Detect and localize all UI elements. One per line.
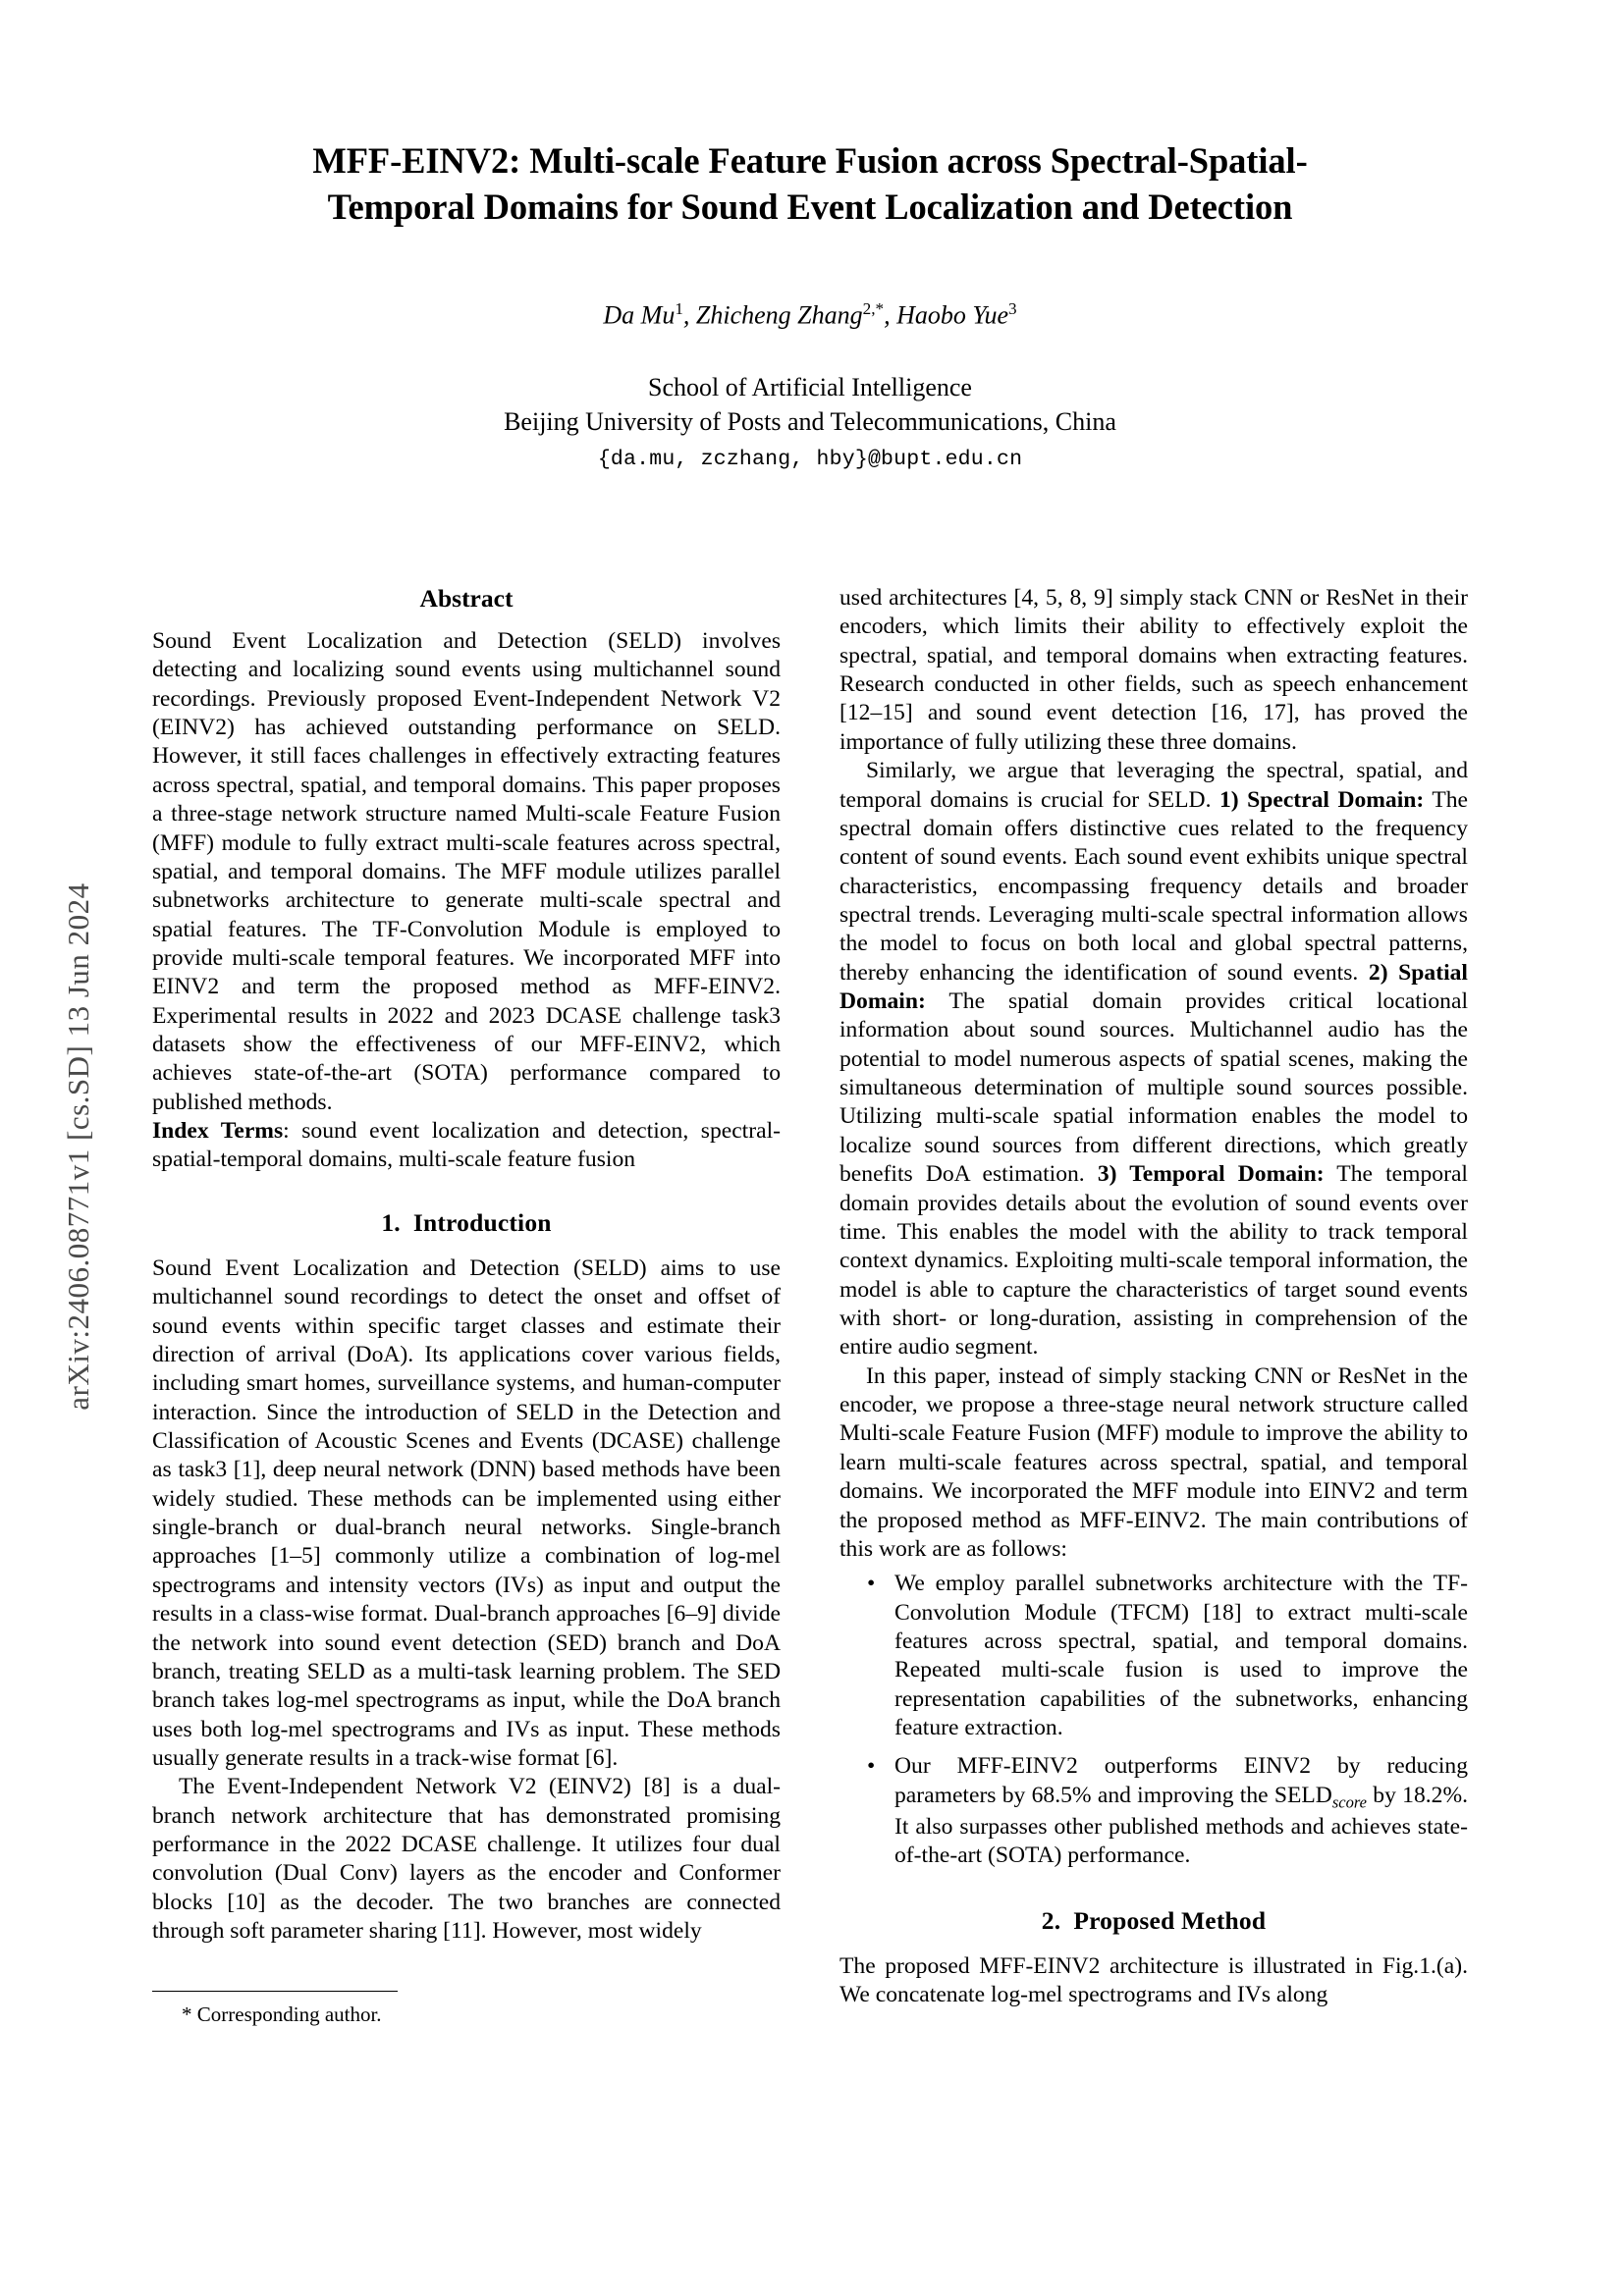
affiliation-block (152, 370, 1468, 440)
author-separator-1: , (682, 300, 696, 330)
contribution-2-pre: Our MFF-EINV2 outperforms EINV2 by reducing parameters by 68.5% and improving the SELD (894, 1753, 1468, 1808)
title-block (152, 0, 1468, 471)
author-affil-marker-3: 3 (1008, 298, 1017, 318)
abstract-heading: Abstract (419, 584, 514, 613)
author-name-2: Zhicheng Zhang (695, 300, 863, 330)
footnote-rule (152, 1991, 398, 1992)
method-paragraph-1: The proposed MFF-EINV2 architecture is illustrated in Fig.1.(a). We concatenate log-mel spectrograms and IVs along (839, 1952, 1468, 2008)
intro-paragraph-5: In this paper, instead of simply stacking CNN or ResNet in the encoder, we propose a three-stage neural network structure called Multi-scale Feature Fusion (MFF) module to improve the ability to learn multi-scale features across spectral, spatial, and temporal domains. We incorporated the MFF module into EINV2 and term the proposed method as MFF-EINV2. The main contributions of this work are as follows: (839, 1362, 1468, 1562)
footnote-block (152, 1991, 781, 2027)
temporal-domain-label: 3) Temporal Domain: (1097, 1161, 1325, 1188)
paper-page (152, 0, 1468, 2296)
contribution-2-post: by 18.2%. It also surpasses other published methods and achieves state-of-the-art (SOTA) performance. (894, 1782, 1468, 1869)
index-terms (152, 1117, 781, 1175)
abstract-text: Sound Event Localization and Detection (SELD) involves detecting and localizing sound events using multichannel sound recordings. Previously proposed Event-Independent Network V2 (EINV2) has achieved outstanding performance on SELD. However, it still faces challenges in effectively extracting features across spectral, spatial, and temporal domains. This paper proposes a three-stage network structure named Multi-scale Feature Fusion (MFF) module to fully extract multi-scale features across spectral, spatial, and temporal domains. The MFF module utilizes parallel subnetworks architecture to generate multi-scale spectral and spatial features. The TF-Convolution Module is employed to provide multi-scale temporal features. We incorporated MFF into EINV2 and term the proposed method as MFF-EINV2. Experimental results in 2022 and 2023 DCASE challenge task3 datasets show the effectiveness of our MFF-EINV2, which achieves state-of-the-art (SOTA) performance compared to published methods. (152, 628, 781, 1115)
author-affil-marker-2: 2,* (862, 298, 885, 318)
arxiv-stamp-text: arXiv:2406.08771v1 [cs.SD] 13 Jun 2024 (61, 882, 95, 1411)
author-emails: {da.mu, zczhang, hby}@bupt.edu.cn (597, 448, 1023, 472)
index-terms-text: : sound event localization and detection, spectral-spatial-temporal domains, multi-scale feature fusion (152, 1118, 781, 1173)
paper-title-line-2: Domains for Sound Event Localization and Detection (483, 187, 1293, 228)
two-column-body (152, 584, 1468, 2233)
author-list (152, 299, 1468, 331)
index-terms-label: Index Terms (152, 1118, 284, 1145)
author-name-3: Haobo Yue (896, 300, 1008, 330)
spatial-domain-text: The spatial domain provides critical locational information about sound sources. Multichannel audio has the potential to model numerous aspects of spatial scenes, making the simultaneous determination of multiple sound sources possible. Utilizing multi-scale spatial information enables the model to localize sound sources from different directions, which greatly benefits DoA estimation. (839, 988, 1468, 1188)
contributions-list (839, 1570, 1468, 1871)
paper-title-line-1: MFF-EINV2: Multi-scale Feature Fusion across Spectral-Spatial-Temporal (312, 140, 1308, 228)
section-number-2: 2. (1041, 1905, 1061, 1935)
left-column (152, 584, 781, 2233)
author-name-1: Da Mu (603, 300, 676, 330)
section-spacer (152, 1175, 781, 1208)
spectral-domain-label: 1) Spectral Domain: (1218, 786, 1425, 813)
section-heading-introduction (152, 1208, 781, 1238)
spectral-domain-text: The spectral domain offers distinctive cues related to the frequency content of sound events. Each sound event exhibits unique spectral characteristics, encompassing frequency details and broader spectral trends. Leveraging multi-scale spectral information allows the model to focus on both local and global spectral patterns, thereby enhancing the identification of sound events. (839, 786, 1468, 986)
section-number-1: 1. (381, 1207, 401, 1237)
section-spacer (839, 1881, 1468, 1906)
intro-paragraph-4 (839, 757, 1468, 1362)
intro-paragraph-2: The Event-Independent Network V2 (EINV2) [8] is a dual-branch network architecture that has demonstrated promising performance in the 2022 DCASE challenge. It utilizes four dual convolution (Dual Conv) layers as the encoder and Conformer blocks [10] as the decoder. The two branches are connected through soft parameter sharing [11]. However, most widely (152, 1774, 781, 1945)
author-affil-marker-1: 1 (675, 298, 683, 318)
author-separator-2: , (884, 300, 897, 330)
list-item (893, 1752, 1468, 1870)
spatial-domain-label: 2) Spatial Domain: (839, 959, 1468, 1015)
intro-p4-lead: Similarly, we argue that leveraging the spectral, spatial, and temporal domains is crucial for SELD. (839, 758, 1468, 813)
section-title-1: Introduction (412, 1207, 552, 1237)
intro-paragraph-3: used architectures [4, 5, 8, 9] simply stack CNN or ResNet in their encoders, which limits their ability to effectively exploit the spectral, spatial, and temporal domains when extracting features. Research conducted in other fields, such as speech enhancement [12–15] and sound event detection [16, 17], has proved the importance of fully utilizing these three domains. (839, 585, 1468, 755)
section-heading-proposed-method (839, 1906, 1468, 1936)
affiliation-university: Beijing University of Posts and Telecommunications, China (504, 406, 1116, 436)
seld-score-subscript: score (1331, 1792, 1368, 1812)
arxiv-stamp (0, 0, 118, 2296)
affiliation-school: School of Artificial Intelligence (648, 372, 972, 401)
section-title-2: Proposed Method (1073, 1905, 1267, 1935)
right-column (839, 584, 1468, 2233)
temporal-domain-text: The temporal domain provides details about the evolution of sound events over time. This enables the model with the ability to track temporal context dynamics. Exploiting multi-scale temporal information, the model is able to capture the characteristics of target sound events with short- or long-duration, assisting in comprehension of the entire audio segment. (839, 1161, 1468, 1361)
footnote-text: * Corresponding author. (182, 2002, 382, 2026)
page-title (255, 137, 1365, 231)
list-item: • We employ parallel subnetworks architecture with the TF-Convolution Module (TFCM) [18] to extract multi-scale features across spectral, spatial, and temporal domains. Repeated multi-scale fusion is used to improve the representation capabilities of the subnetworks, enhancing feature extraction. (893, 1570, 1468, 1742)
intro-paragraph-1: Sound Event Localization and Detection (SELD) aims to use multichannel sound recordings to detect the onset and offset of sound events within specific target classes and estimate their direction of arrival (DoA). Its applications cover various fields, including smart homes, surveillance systems, and human-computer interaction. Since the introduction of SELD in the Detection and Classification of Acoustic Scenes and Events (DCASE) challenge as task3 [1], deep neural network (DNN) based methods have been widely studied. These methods can be implemented using either single-branch or dual-branch neural networks. Single-branch approaches [1–5] commonly utilize a combination of log-mel spectrograms and intensity vectors (IVs) as input and output the results in a class-wise format. Dual-branch approaches [6–9] divide the network into sound event detection (SED) branch and DoA branch, treating SELD as a multi-task learning problem. The SED branch takes log-mel spectrograms as input, while the DoA branch uses both log-mel spectrograms and IVs as input. These methods usually generate results in a track-wise format [6]. (152, 1255, 781, 1771)
